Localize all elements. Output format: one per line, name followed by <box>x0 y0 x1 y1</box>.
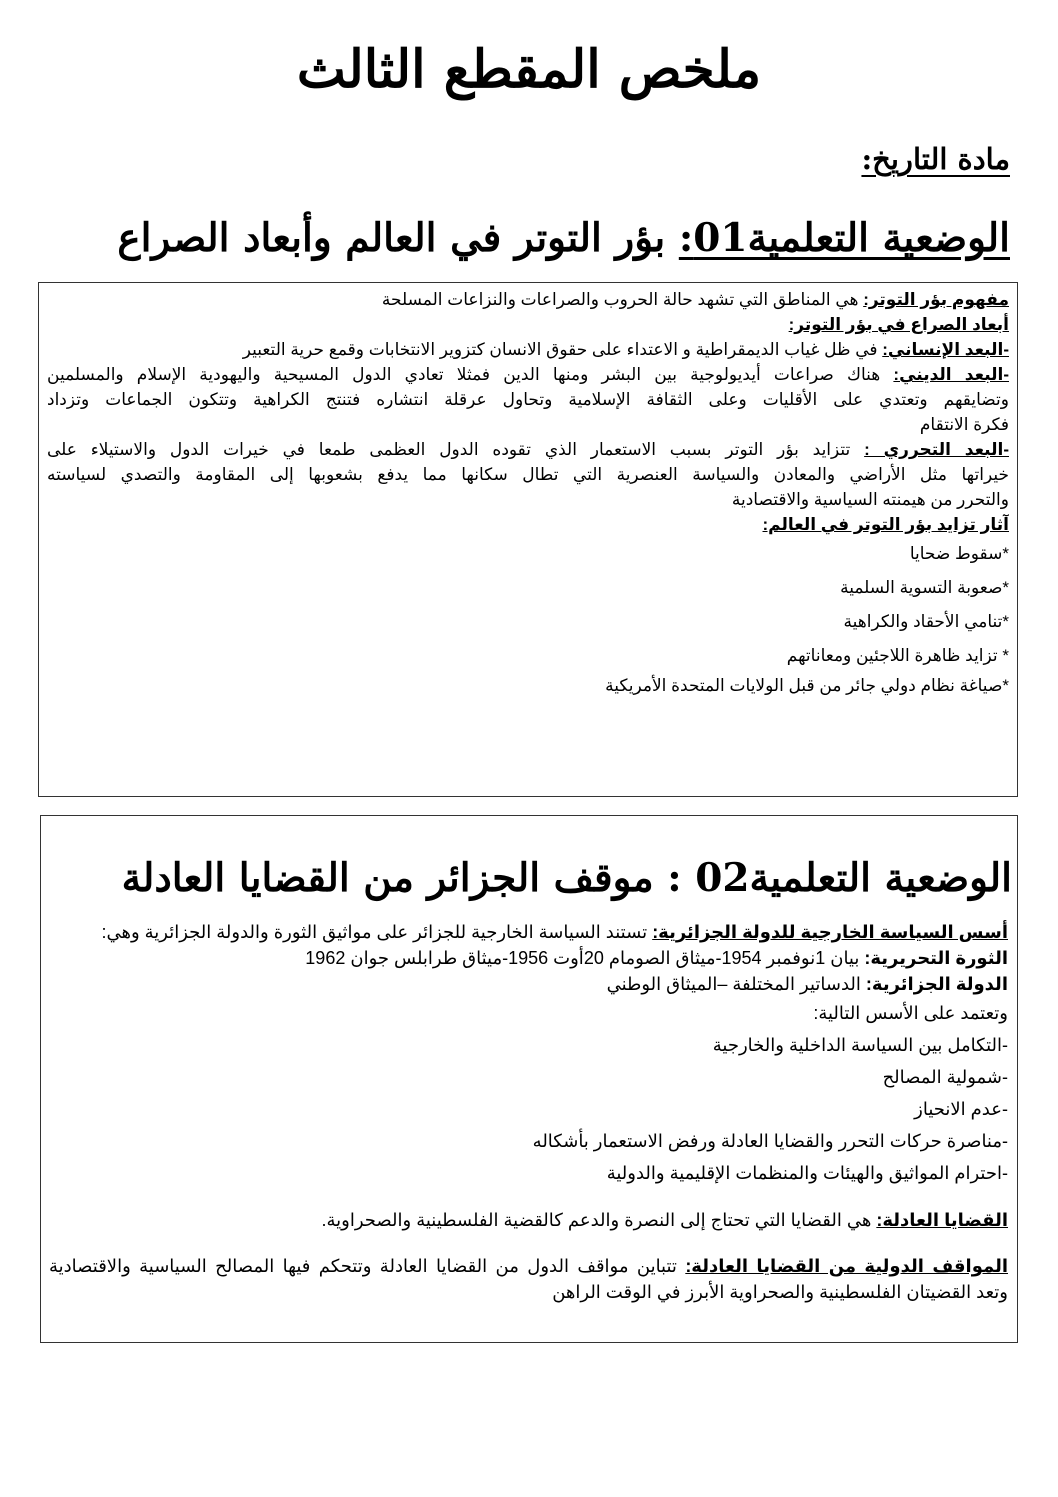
effects-heading-text: آثار تزايد بؤر التوتر في العالم: <box>762 515 1009 534</box>
liberation-term: -البعد التحرري : <box>864 440 1009 459</box>
concept-text: هي المناطق التي تشهد حالة الحروب والصراعات والنزاعات المسلحة <box>381 290 864 309</box>
just-causes-term: القضايا العادلة: <box>876 1210 1008 1230</box>
foundations-term: أسس السياسة الخارجية للدولة الجزائرية: <box>652 922 1008 942</box>
positions-line-2: وتعد القضيتان الفلسطينية والصحراوية الأبرز في الوقت الراهن <box>552 1282 1008 1302</box>
state-term: الدولة الجزائرية: <box>865 974 1008 994</box>
page-title: ملخص المقطع الثالث <box>296 39 762 100</box>
liberation-line-3: والتحرر من هيمنته السياسية والاقتصادية <box>731 490 1009 509</box>
liberation-text-1: تتزايد بؤر التوتر بسبب الاستعمار الذي تقوده الدول العظمى طمعا في خيرات الدول والاستيلاء على <box>47 440 865 459</box>
positions-line-1 <box>49 1253 1008 1279</box>
principle-item: -احترام المواثيق والهيئات والمنظمات الإقليمية والدولية <box>606 1163 1008 1183</box>
just-causes-line <box>49 1207 1008 1233</box>
concept-term: مفهوم بؤر التوتر: <box>863 290 1009 309</box>
principle-item: -التكامل بين السياسة الداخلية والخارجية <box>712 1035 1008 1055</box>
positions-text-1: تتباين مواقف الدول من القضايا العادلة وتتحكم فيها المصالح السياسية والاقتصادية <box>49 1256 686 1276</box>
principle-item: -شمولية المصالح <box>882 1067 1008 1087</box>
human-dimension-line <box>47 337 1009 362</box>
just-causes-text: هي القضايا التي تحتاج إلى النصرة والدعم كالقضية الفلسطينية والصحراوية. <box>321 1210 877 1230</box>
situation-2-title-rest: : موقف الجزائر من القضايا العادلة <box>121 855 696 901</box>
religious-line-3: فكرة الانتقام <box>919 415 1009 434</box>
effect-item: *صياغة نظام دولي جائر من قبل الولايات المتحدة الأمريكية <box>605 676 1009 695</box>
situation-1-title <box>117 206 1010 270</box>
foundations-text: تستند السياسة الخارجية للجزائر على مواثيق الثورة والدولة الجزائرية وهي: <box>101 922 653 942</box>
state-line <box>49 971 1008 997</box>
foundations-line <box>49 919 1008 945</box>
religious-line-2: وتضايقهم وتعتدي على الأقليات وعلى الثقافة الإسلامية وتحاول عرقلة انتشاره فتنتج الكراهية وتتكون الجماعات وتزداد <box>47 390 1009 409</box>
principles-intro: وتعتمد على الأسس التالية: <box>813 1003 1008 1023</box>
religious-term: -البعد الديني: <box>893 365 1009 384</box>
effect-item: *تنامي الأحقاد والكراهية <box>843 612 1009 631</box>
religious-line-1 <box>47 362 1009 387</box>
effects-heading <box>47 512 1009 537</box>
state-text: الدساتير المختلفة –الميثاق الوطني <box>606 974 866 994</box>
positions-term: المواقف الدولية من القضايا العادلة: <box>685 1256 1008 1276</box>
liberation-line-2: خيراتها مثل الأراضي والمعادن والسياسة العنصرية التي تطال سكانها مما يدفع بشعوبها إلى المقاومة والتصدي لسياسته <box>47 465 1009 484</box>
principle-item: -مناصرة حركات التحرر والقضايا العادلة ورفض الاستعمار بأشكاله <box>532 1131 1008 1151</box>
situation-1-title-prefix: الوضعية التعلمية01: <box>678 215 1010 261</box>
effect-item: * تزايد ظاهرة اللاجئين ومعاناتهم <box>786 646 1009 665</box>
situation-2-title-prefix: الوضعية التعلمية02 <box>695 855 1012 901</box>
dimensions-heading-text: أبعاد الصراع في بؤر التوتر: <box>788 315 1009 334</box>
effect-item: *سقوط ضحايا <box>909 544 1009 563</box>
dimensions-heading <box>47 312 1009 337</box>
human-term: -البعد الإنساني: <box>882 340 1009 359</box>
religious-text-1: هناك صراعات أيديولوجية بين البشر ومنها الدين فمثلا تعادي الدول المسيحية واليهودية الإسلام والمسلمين <box>47 365 894 384</box>
revolution-line <box>49 945 1008 971</box>
subject-label: مادة التاريخ: <box>861 142 1010 176</box>
situation-1-title-rest: بؤر التوتر في العالم وأبعاد الصراع <box>117 215 679 261</box>
situation-1-box <box>38 282 1018 797</box>
situation-2-title <box>122 846 1012 910</box>
effect-item: *صعوبة التسوية السلمية <box>840 578 1009 597</box>
revolution-text: بيان 1نوفمبر 1954-ميثاق الصومام 20أوت 1956-ميثاق طرابلس جوان 1962 <box>305 948 865 968</box>
principle-item: -عدم الانحياز <box>914 1099 1008 1119</box>
concept-line <box>47 287 1009 312</box>
revolution-term: الثورة التحريرية: <box>864 948 1008 968</box>
human-text: في ظل غياب الديمقراطية و الاعتداء على حقوق الانسان كتزوير الانتخابات وقمع حرية التعبير <box>242 340 883 359</box>
liberation-line-1 <box>47 437 1009 462</box>
